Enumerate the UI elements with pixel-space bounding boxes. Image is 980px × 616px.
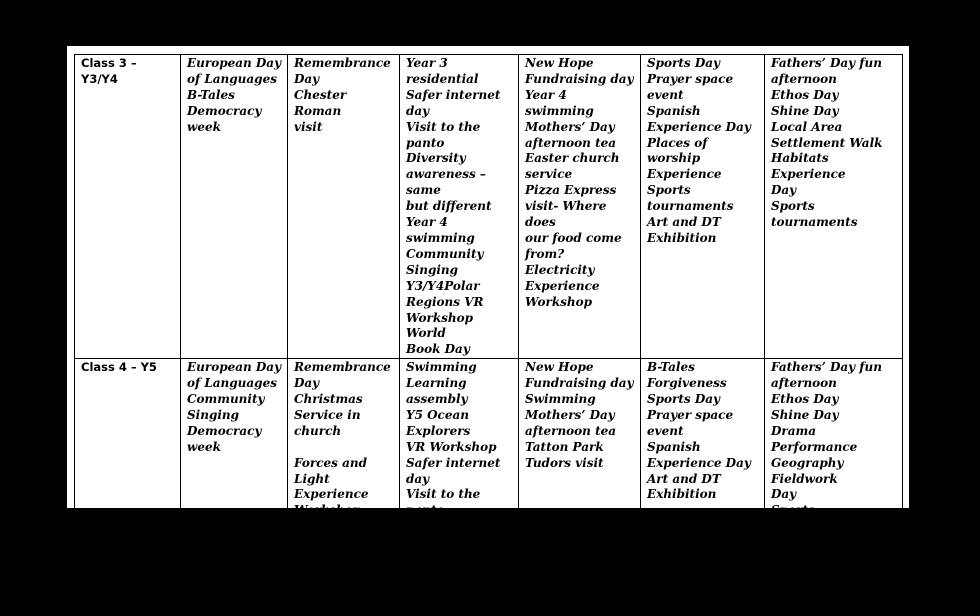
event-line: Christmas [294,392,363,407]
event-line: Art and DT [647,215,721,230]
event-line: Sports Day [647,392,721,407]
event-line: Community [406,246,484,261]
event-line: Forces and Light [294,455,367,486]
event-line: Experience Day [647,119,751,134]
event-line: Year 4 swimming [525,87,594,118]
event-line: World Book Day [406,582,485,613]
event-line: B-Tales [647,360,695,375]
event-line: Y3/Y4Polar [406,278,480,293]
event-line: Democracy [187,423,262,438]
event-line: Ethos Day [771,87,839,102]
event-line: Exhibition [647,487,717,502]
event-line: Fundraising day [525,71,634,86]
event-line: Y5 Ocean [406,407,469,422]
event-line: Prayer space event [647,407,734,438]
event-line: afternoon [771,71,837,86]
event-line: European Day [187,56,282,70]
event-line: Community [187,392,265,407]
event-line: Electricity [525,262,595,277]
event-line: but different [406,567,492,581]
event-line: Chester Roman [294,87,347,118]
event-line: Visit to the panto [406,119,481,150]
event-cell [181,55,288,359]
event-line: Explorers [406,423,471,438]
event-line: People Who [647,519,727,534]
event-cell [181,359,288,616]
event-cell [400,359,519,616]
event-line: Service in church [294,407,361,438]
event-line: afternoon [771,376,837,391]
class-label: Class 4 – Y5 [75,359,181,616]
event-line: Day [294,71,320,86]
event-line: Singing [187,407,240,422]
event-line: week [187,439,221,454]
event-line: Shine Day [771,103,839,118]
event-line: Sports tournaments [771,199,858,230]
event-line: Mothers’ Day [525,119,615,134]
event-line: tournaments [647,199,734,214]
event-cell [765,55,903,359]
event-line: but different [406,199,492,214]
event-line: Day [771,183,797,198]
event-line: Remembrance [294,360,391,375]
table-row [75,359,903,616]
event-line: Experience Day [647,455,751,470]
event-line: Inspire Us [647,535,717,550]
event-line: assembly [406,392,468,407]
event-line: New Hope [525,56,594,70]
event-line: Book Day [406,342,470,357]
event-line: Year 4 swimming [406,215,475,245]
event-line: Mothers’ Day [525,407,615,422]
event-line: Fathers’ Day fun [771,56,882,70]
event-line: Safer internet day [406,87,501,118]
event-line: VR Workshop [406,439,497,454]
event-line: Easter church [525,151,620,166]
table-row [75,55,903,359]
event-line: Fathers’ Day fun [771,360,882,375]
event-cell [288,359,400,616]
events-table [74,54,903,616]
event-line: Local Area [771,119,843,134]
event-line: Swimming [525,392,596,407]
event-line: Prayer space event [647,71,734,102]
event-line: Sports tournaments [771,503,858,534]
event-line: Swimming [406,360,477,375]
event-line: Sports [647,566,691,581]
event-line: Experience [647,167,722,182]
event-line: of Languages [187,376,277,391]
event-line: Spanish [647,103,701,118]
event-line [294,440,394,456]
event-line: Places of worship [647,135,708,166]
event-line: Remembrance [294,56,391,70]
event-line: Sports [647,183,691,198]
event-line: Shine Day [771,407,839,422]
class-label: Class 3 – Y3/Y4 [75,55,181,359]
event-line: visit [294,119,323,134]
event-line: Diversity [406,519,466,534]
event-line: Experience [294,487,369,502]
event-line: Diversity [406,151,466,166]
event-line: Forgiveness [647,376,727,391]
event-line: Tatton Park [525,439,604,454]
event-line: afternoon tea [525,135,617,150]
event-line: Day [771,487,797,502]
event-line: Workshop [294,503,362,518]
event-line: awareness – same [406,167,486,198]
event-line: visit- Where does [525,199,607,230]
event-line: from? [525,246,565,261]
event-line: Workshop [525,294,593,309]
event-line: Ethos Day [771,392,839,407]
event-line: Visit to the panto [406,487,481,518]
event-line: Experience [525,278,600,293]
event-line: of Languages [187,71,277,86]
event-line: Learning [406,376,467,391]
event-cell [641,359,765,616]
event-line: Safer internet day [406,455,501,486]
event-line: European Day [187,360,282,375]
event-cell [765,359,903,616]
event-line: Art and DT [647,471,721,486]
event-line: Spanish [647,439,701,454]
event-line: Singing [406,262,459,277]
event-cell [519,359,641,616]
event-line: Drama Performance [771,423,858,454]
event-line: our food come [525,230,622,245]
event-line: Sports Day [647,56,721,70]
event-line: tournaments [647,582,734,597]
event-line: afternoon tea [525,423,617,438]
document-page [67,46,909,613]
event-cell [400,55,519,359]
event-line: Experience Day [647,551,751,566]
event-cell [519,55,641,359]
event-line: Tudors visit [525,455,604,470]
event-line [647,503,759,519]
event-line: Settlement Walk [771,135,883,150]
event-line: Regions VR [406,294,484,309]
event-line: service [525,167,573,182]
event-line: Year 3 residential [406,56,479,86]
event-line: Workshop World [406,310,474,341]
event-cell [641,55,765,359]
event-line: Pizza Express [525,183,617,198]
event-line: Democracy [187,103,262,118]
event-line: week [187,119,221,134]
event-line: Exhibition [647,230,717,245]
event-line: B-Tales [187,87,235,102]
event-cell [288,55,400,359]
event-line: New Hope [525,360,594,375]
event-line: Geography Fieldwork [771,455,844,486]
event-line: Day [294,376,320,391]
event-line: Habitats Experience [771,151,846,182]
event-line: awareness – same [406,535,486,566]
event-line: Fundraising day [525,376,634,391]
